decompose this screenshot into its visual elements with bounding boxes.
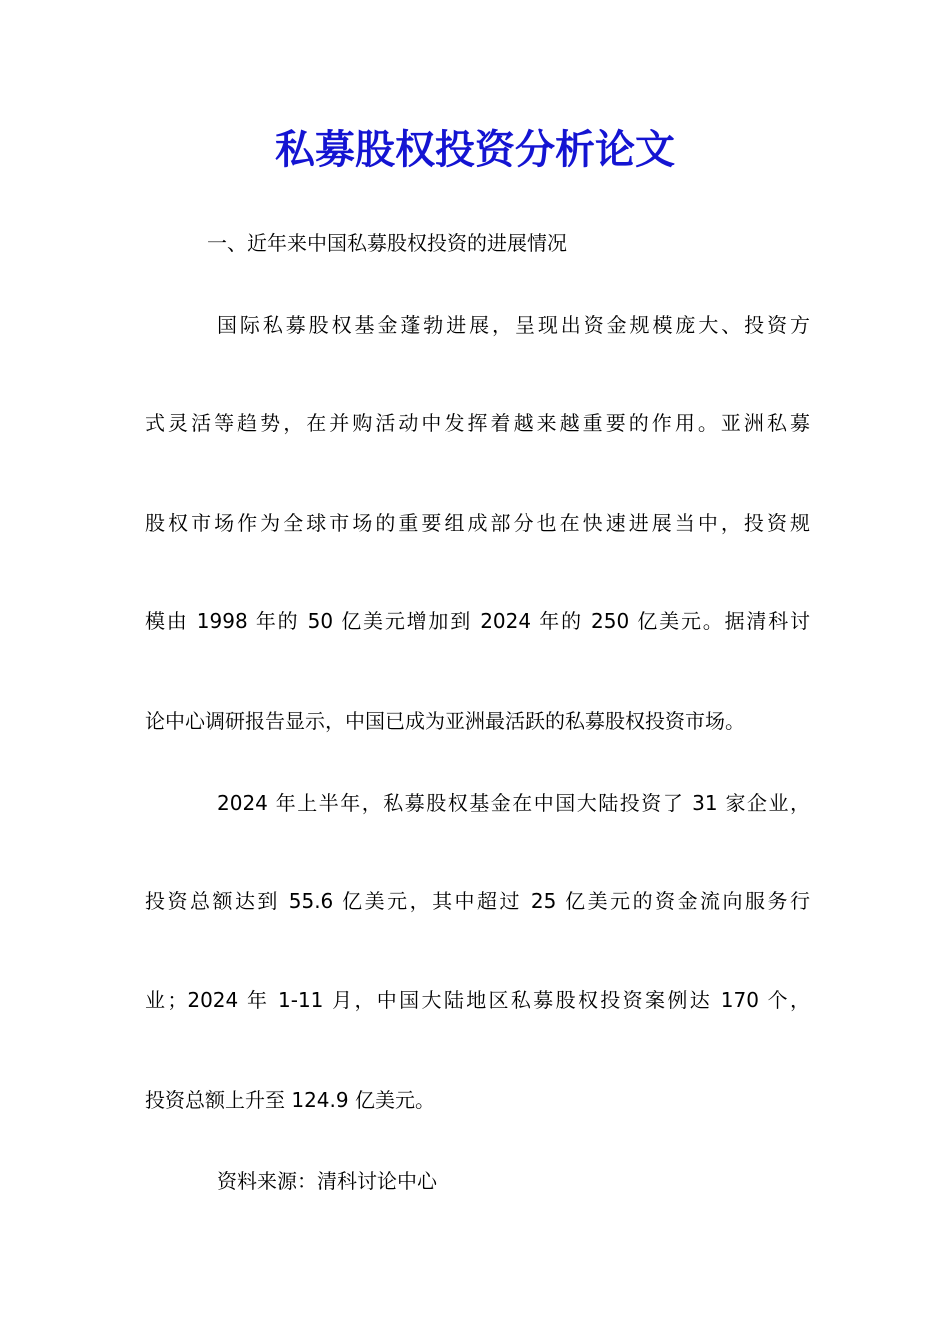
- paragraph-2-line-2: 投资总额达到 55.6 亿美元，其中超过 25 亿美元的资金流向服务行: [145, 889, 810, 913]
- paragraph-2-line-4: 投资总额上升至 124.9 亿美元。: [145, 1088, 435, 1112]
- document-title: 私募股权投资分析论文: [275, 126, 675, 173]
- paragraph-1-line-3: 股权市场作为全球市场的重要组成部分也在快速进展当中，投资规: [145, 511, 810, 535]
- section-heading: 一、近年来中国私募股权投资的进展情况: [207, 231, 567, 255]
- paragraph-1-line-5: 论中心调研报告显示，中国已成为亚洲最活跃的私募股权投资市场。: [145, 709, 745, 733]
- paragraph-2-line-1: 2024 年上半年，私募股权基金在中国大陆投资了 31 家企业，: [217, 791, 810, 815]
- paragraph-2-line-3: 业；2024 年 1-11 月，中国大陆地区私募股权投资案例达 170 个，: [145, 988, 810, 1012]
- paragraph-1-line-2: 式灵活等趋势，在并购活动中发挥着越来越重要的作用。亚洲私募: [145, 411, 810, 435]
- paragraph-1-line-4: 模由 1998 年的 50 亿美元增加到 2024 年的 250 亿美元。据清科讨: [145, 609, 810, 633]
- paragraph-1-line-1: 国际私募股权基金蓬勃进展，呈现出资金规模庞大、投资方: [217, 313, 810, 337]
- source-note: 资料来源：清科讨论中心: [217, 1169, 437, 1193]
